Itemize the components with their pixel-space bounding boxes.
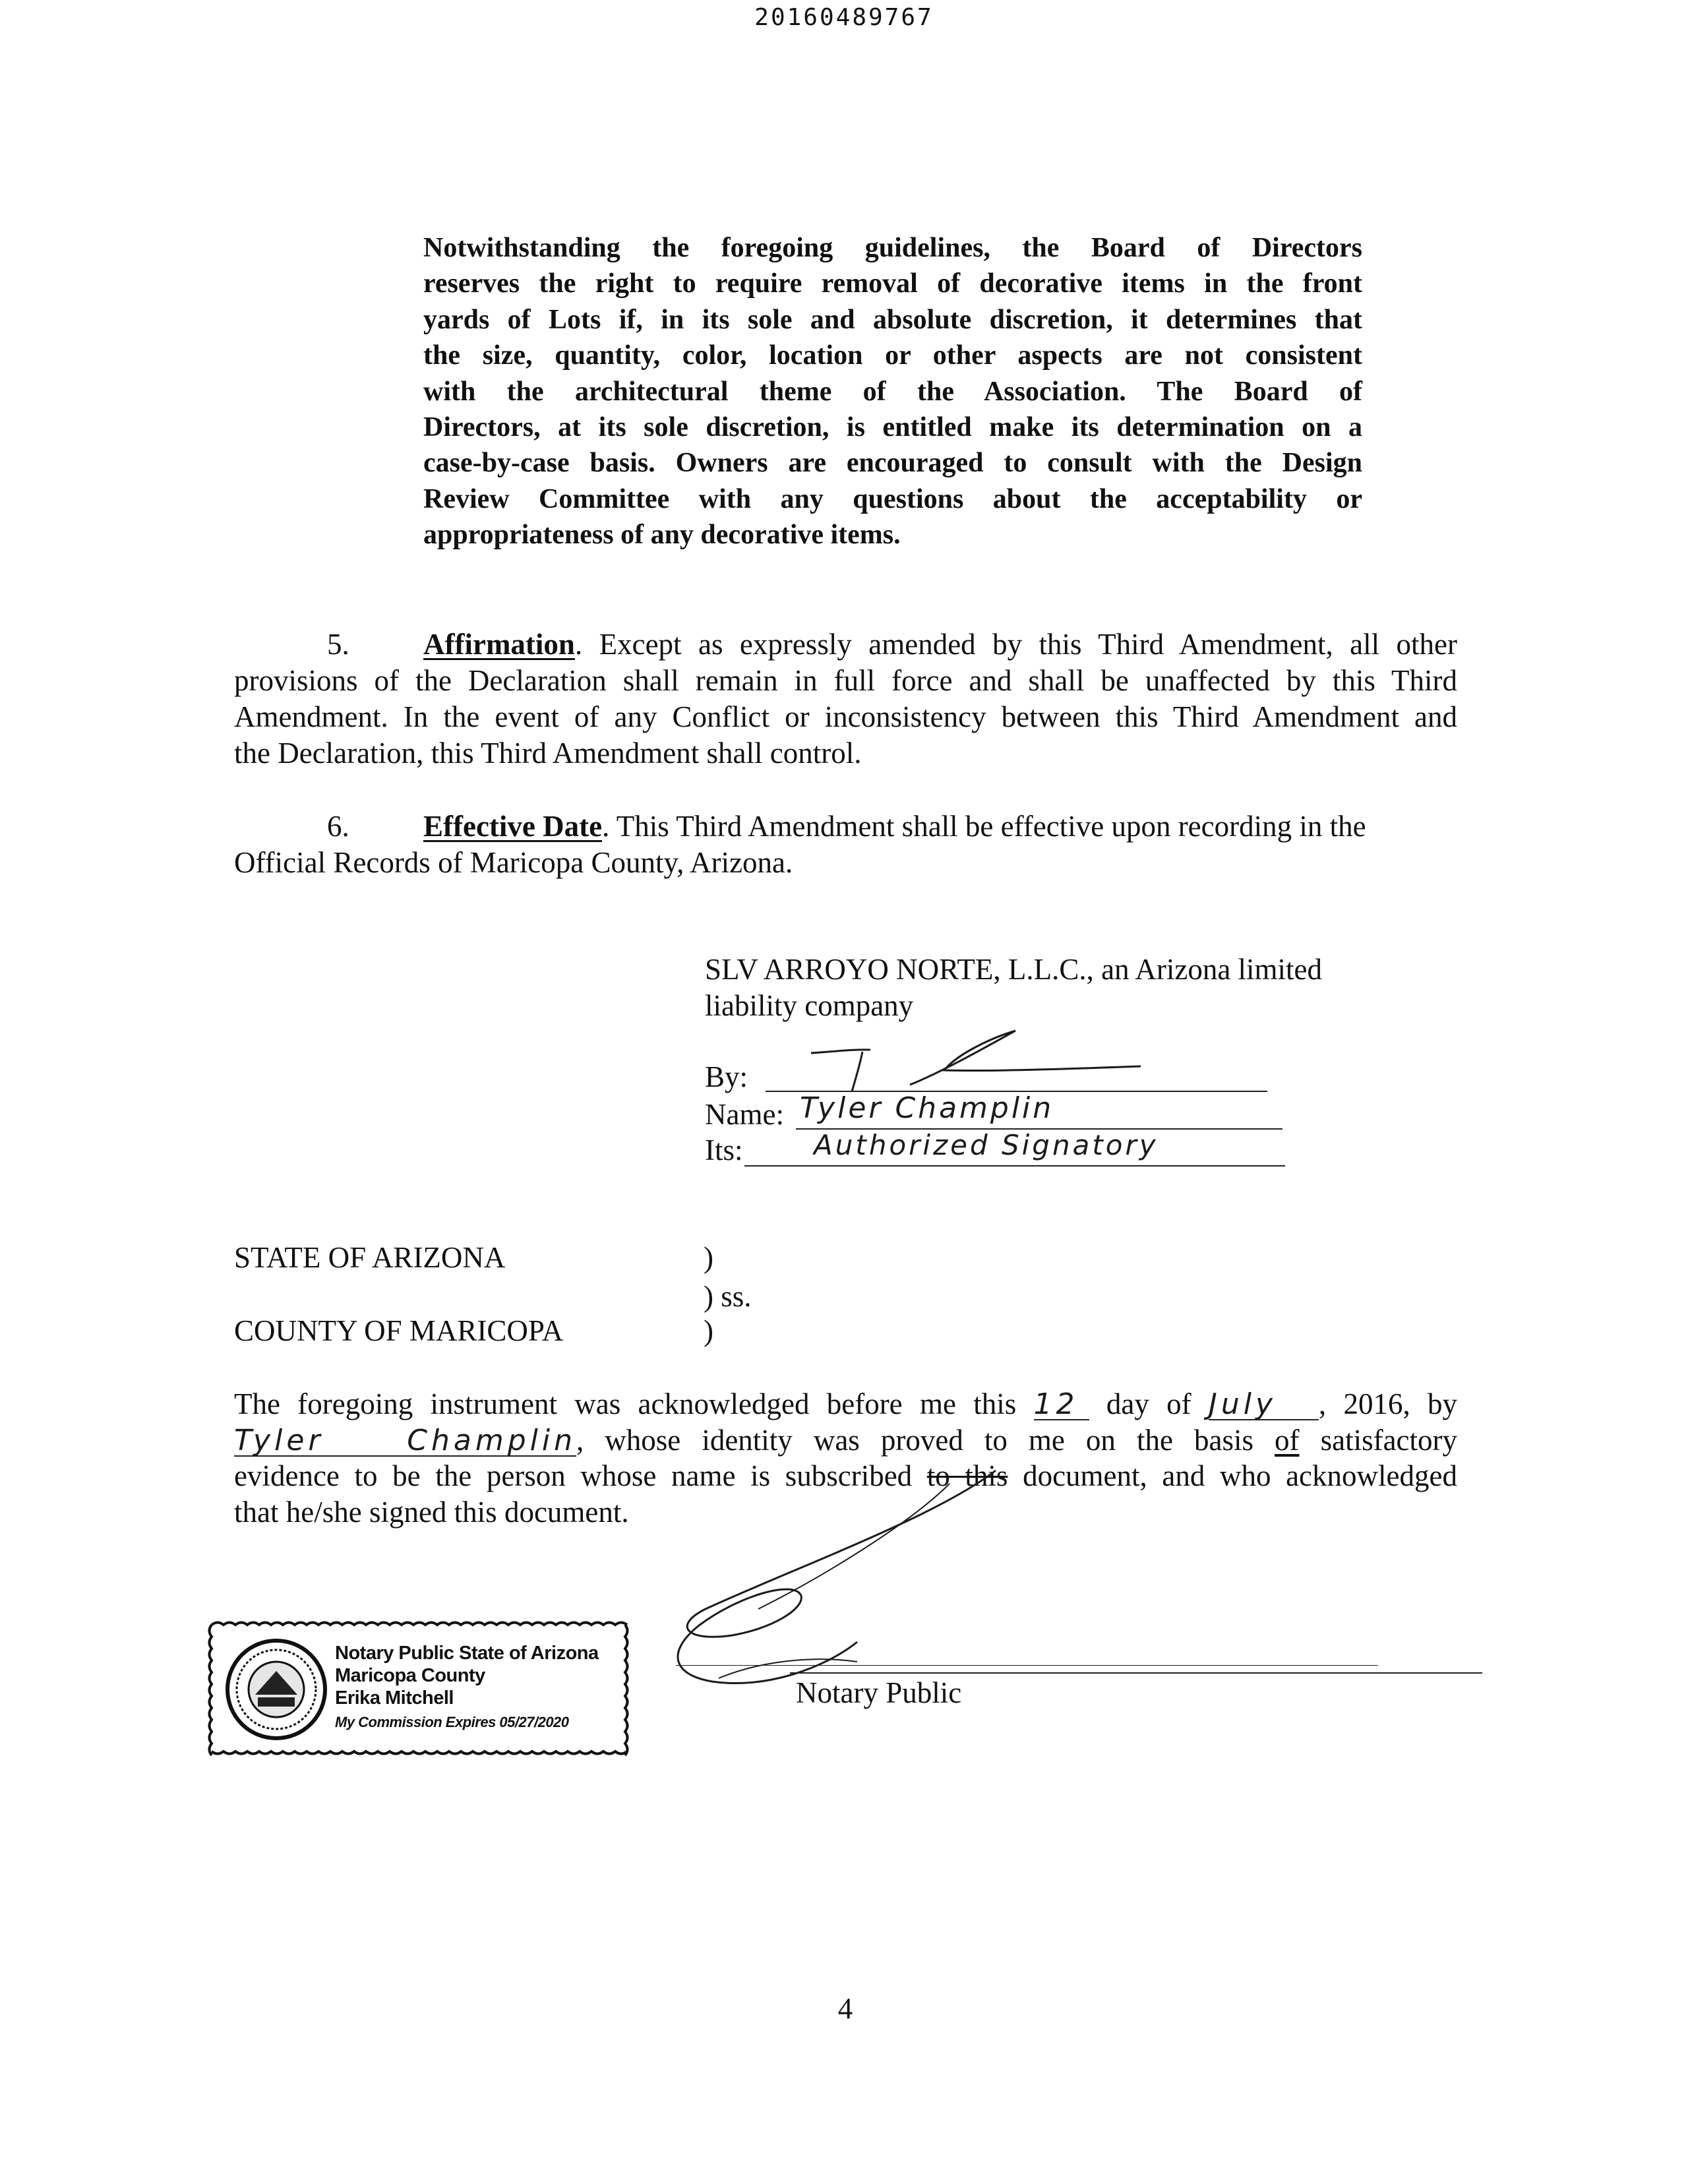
stamp-title: Notary Public State of Arizona <box>335 1643 599 1664</box>
stamp-notary-name: Erika Mitchell <box>335 1687 454 1709</box>
section-line: Official Records of Maricopa County, Arizona. <box>234 846 793 879</box>
venue-paren: ) <box>704 1241 713 1274</box>
signature-company <box>705 952 1322 1024</box>
struck-text: to this <box>926 1459 1008 1492</box>
venue-paren: ) <box>704 1314 713 1347</box>
ack-text: document, and who acknowledged <box>1023 1459 1457 1492</box>
section-heading: Affirmation <box>423 628 575 661</box>
day-blank <box>1034 1389 1089 1420</box>
ack-text: satisfactory <box>1320 1423 1457 1457</box>
ack-text: , 2016, by <box>1318 1387 1457 1420</box>
stamp-commission-expires: My Commission Expires 05/27/2020 <box>335 1714 569 1730</box>
section-text: Except as expressly amended by this Third Amendment, all other <box>599 628 1458 661</box>
notary-signature-guide <box>676 1665 1378 1666</box>
notary-stamp <box>202 1616 634 1761</box>
section-first-line <box>234 626 1457 663</box>
month-blank <box>1209 1389 1319 1420</box>
paragraph-line: Review Committee with any questions about the acceptability or <box>423 483 1362 514</box>
document-number: 20160489767 <box>754 4 934 31</box>
heading-punct: . <box>574 628 583 661</box>
paragraph-line: the size, quantity, color, location or other aspects are not consistent <box>423 340 1362 371</box>
section-affirmation <box>234 626 1457 772</box>
its-label: Its: <box>705 1134 743 1167</box>
section-line: Amendment. In the event of any Conflict or inconsistency between this Third Amendment and <box>234 700 1457 733</box>
by-label: By: <box>705 1060 748 1093</box>
signatory-title-handwritten: Authorized Signatory <box>814 1129 1159 1161</box>
page-number: 4 <box>837 1992 853 2025</box>
signer-name-handwritten: Tyler Champlin <box>234 1423 576 1457</box>
section-heading: Effective Date <box>423 810 603 843</box>
paragraph-line: yards of Lots if, in its sole and absolute discretion, it determines that <box>423 304 1362 335</box>
signatory-name-handwritten: Tyler Champlin <box>800 1091 1054 1125</box>
section-line: the Declaration, this Third Amendment shall control. <box>234 737 862 770</box>
company-line: SLV ARROYO NORTE, L.L.C., an Arizona limited <box>705 953 1323 986</box>
acknowledgment-line <box>234 1386 1457 1422</box>
ack-text: , whose identity was proved to me on the basis <box>576 1423 1253 1457</box>
notary-signature-line <box>790 1672 1482 1674</box>
company-line: liability company <box>705 989 914 1022</box>
venue-ss: ) ss. <box>704 1280 752 1313</box>
month-handwritten: July <box>1208 1387 1277 1421</box>
venue-county: COUNTY OF MARICOPA <box>234 1314 564 1347</box>
heading-punct: . <box>602 810 610 843</box>
section-effective-date <box>234 808 1457 881</box>
stamp-county: Maricopa County <box>335 1665 485 1686</box>
acknowledgment-line: that he/she signed this document. <box>234 1495 629 1529</box>
paragraph-line: Directors, at its sole discretion, is entitled make its determination on a <box>423 411 1362 442</box>
ack-text: The foregoing instrument was acknowledged before me this <box>234 1387 1017 1420</box>
ack-text: day of <box>1106 1387 1191 1420</box>
state-seal-icon <box>225 1638 328 1741</box>
paragraph-line: with the architectural theme of the Association. The Board of <box>423 376 1362 407</box>
day-handwritten: 12 <box>1033 1387 1079 1421</box>
its-signature-line <box>744 1165 1285 1167</box>
paragraph-line: appropriateness of any decorative items. <box>423 520 901 551</box>
section-first-line <box>234 808 1457 845</box>
ack-text: of <box>1275 1423 1300 1457</box>
venue-state: STATE OF ARIZONA <box>234 1241 506 1274</box>
guidelines-paragraph <box>423 230 1362 553</box>
ack-text: evidence to be the person whose name is subscribed <box>234 1459 913 1492</box>
section-line: provisions of the Declaration shall remain in full force and shall be unaffected by this Third <box>234 664 1457 697</box>
section-text: This Third Amendment shall be effective upon recording in the <box>616 810 1366 843</box>
section-number: 5. <box>327 628 349 661</box>
name-label: Name: <box>705 1098 784 1131</box>
paragraph-line: Notwithstanding the foregoing guidelines, the Board of Directors <box>423 233 1362 263</box>
signer-name-blank <box>234 1425 576 1457</box>
paragraph-line: case-by-case basis. Owners are encouraged to consult with the Design <box>423 448 1362 479</box>
paragraph-line: reserves the right to require removal of decorative items in the front <box>423 268 1362 299</box>
section-number: 6. <box>327 810 349 843</box>
notary-public-label: Notary Public <box>796 1676 962 1709</box>
